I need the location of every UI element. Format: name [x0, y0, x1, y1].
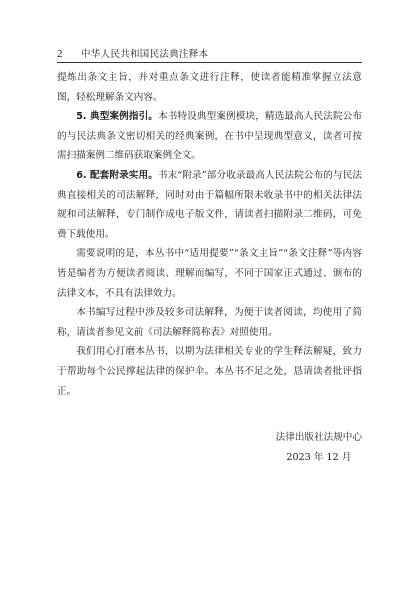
running-header — [57, 40, 362, 60]
paragraph-lead: 6. 配套附录实用。 — [76, 169, 158, 181]
paragraph-abbreviations — [57, 303, 362, 342]
paragraph-text: 需要说明的是，本丛书中“适用提要”“条文主旨”“条文注释”等内容皆是编者为方便读者阅读、理解而编写，不同于国家正式通过、颁布的法律文本，不具有法律效力。 — [57, 248, 362, 299]
paragraph-closing — [57, 342, 362, 401]
paragraph-continuation — [57, 68, 362, 107]
signature-date: 2023 年 12 月 — [286, 452, 352, 463]
header-rule — [57, 62, 362, 63]
header-title: 中华人民共和国民法典注释本 — [81, 49, 209, 60]
paragraph-text: 我们用心打磨本丛书，以期为法律相关专业的学生释法解疑，致力于帮助每个公民撑起法律的保护伞。本丛书不足之处，恳请读者批评指正。 — [57, 346, 362, 397]
body-text — [57, 68, 362, 401]
signature-block — [276, 428, 362, 468]
signature-organization: 法律出版社法规中心 — [275, 432, 362, 443]
paragraph-appendix — [57, 166, 362, 244]
paragraph-text: 书末“附录”部分收录最高人民法院公布的与民法典直接相关的司法解释，同时对由于篇幅所限未收录书中的相关法律法规和司法解释，专门制作成电子版文件，请读者扫描附录二维码，可免费下载使用。 — [57, 169, 362, 240]
paragraph-typical-cases — [57, 107, 362, 166]
paragraph-text: 提炼出条文主旨，并对重点条文进行注释，使读者能精准掌握立法意图，轻松理解条文内容。 — [57, 72, 362, 103]
paragraph-text: 本书特设典型案例模块，精选最高人民法院公布的与民法典条文密切相关的经典案例，在书中呈现典型意义，读者可按需扫描案例二维码获取案例全文。 — [57, 111, 362, 162]
paragraph-lead: 5. 典型案例指引。 — [76, 111, 159, 123]
page-number: 2 — [57, 48, 63, 60]
paragraph-text: 本书编写过程中涉及较多司法解释，为便于读者阅读，均使用了简称，请读者参见文前《司法解释简称表》对照使用。 — [57, 307, 362, 338]
paragraph-note — [57, 244, 362, 303]
